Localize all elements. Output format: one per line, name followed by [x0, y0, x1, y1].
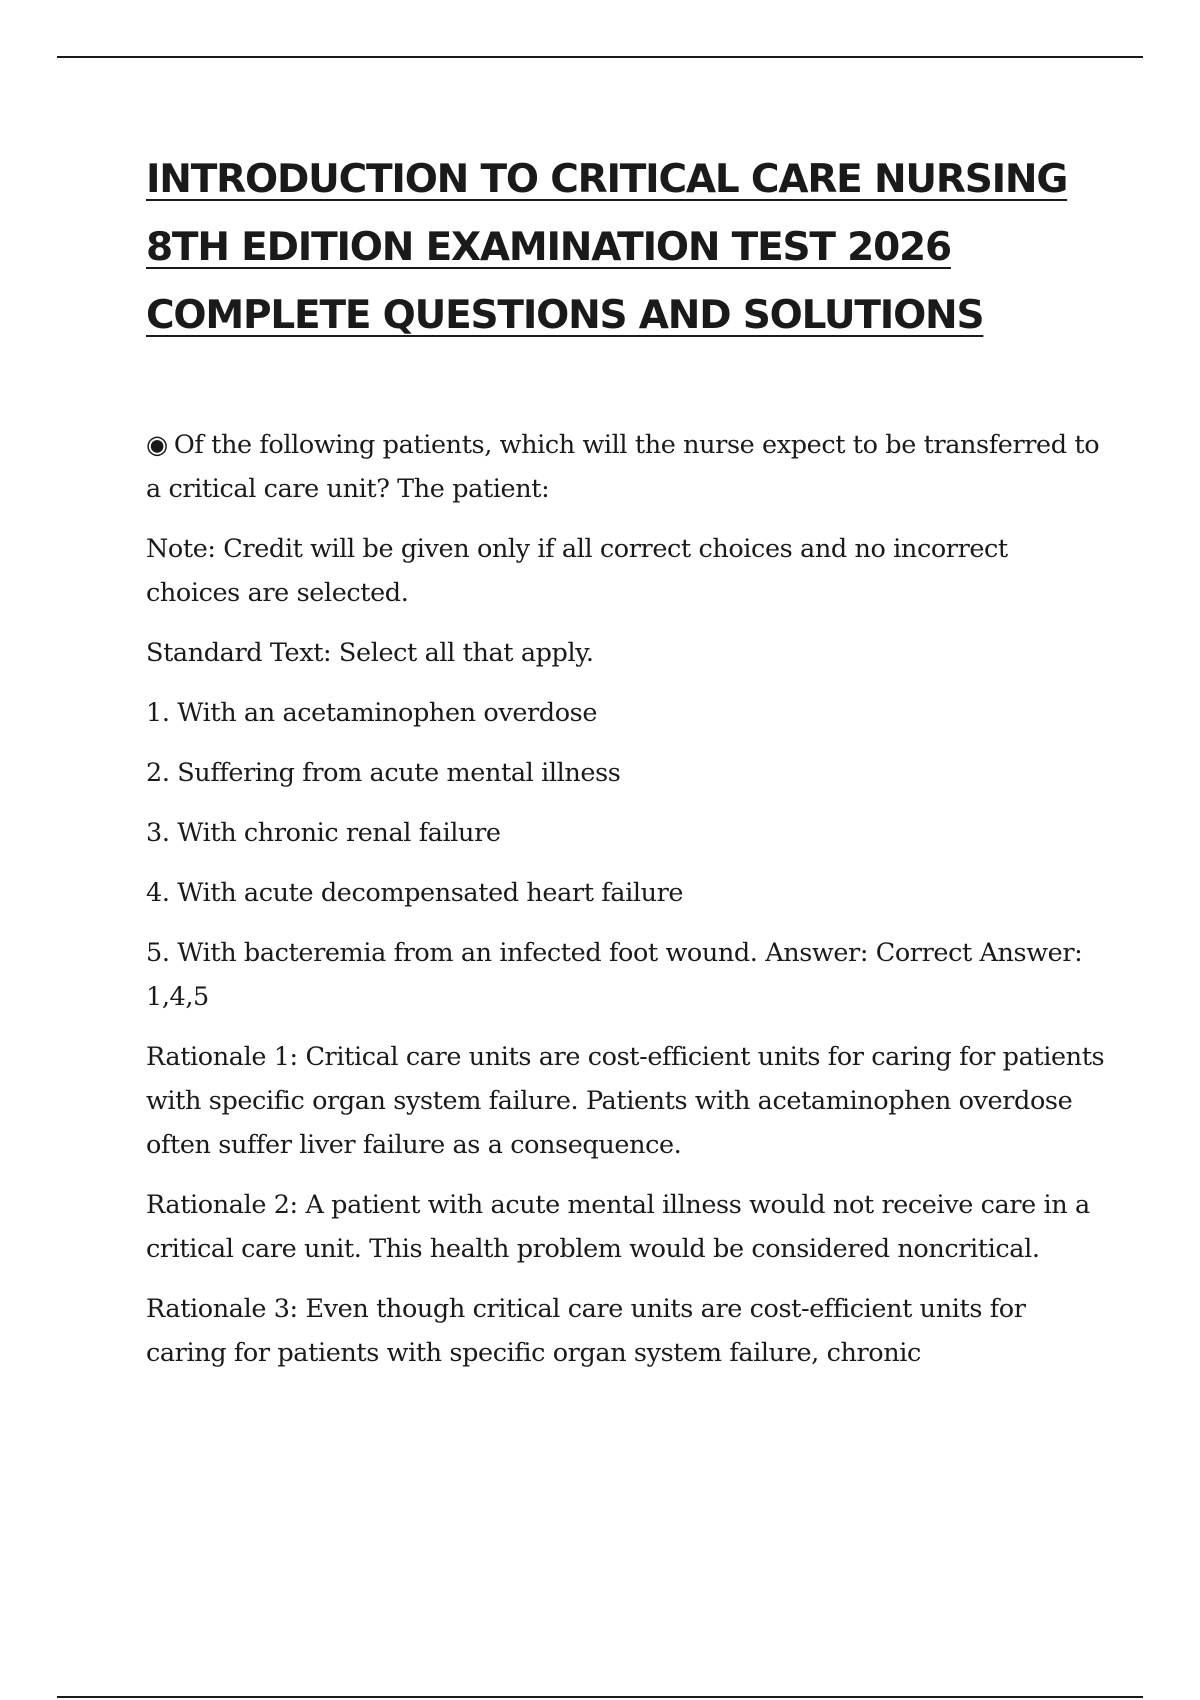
document-body [146, 423, 1106, 1391]
title-line-1: INTRODUCTION TO CRITICAL CARE NURSING [146, 157, 1068, 202]
standard-text: Standard Text: Select all that apply. [146, 638, 594, 668]
option-3: 3. With chronic renal failure [146, 818, 501, 848]
title-line-2: 8TH EDITION EXAMINATION TEST 2026 [146, 225, 951, 270]
document-title [146, 146, 1106, 350]
note-text: Note: Credit will be given only if all correct choices and no incorrect choices are selected. [146, 534, 1008, 608]
option-1: 1. With an acetaminophen overdose [146, 698, 598, 728]
rationale-3: Rationale 3: Even though critical care units are cost-efficient units for caring for patients with specific organ system failure, chronic [146, 1294, 1026, 1368]
option-2: 2. Suffering from acute mental illness [146, 758, 621, 788]
rationale-2: Rationale 2: A patient with acute mental illness would not receive care in a critical care unit. This health problem would be considered noncritical. [146, 1190, 1090, 1264]
question-text [146, 423, 1106, 511]
title-line-3: COMPLETE QUESTIONS AND SOLUTIONS [146, 293, 984, 338]
bottom-divider [57, 1696, 1143, 1698]
question-stem: Of the following patients, which will the nurse expect to be transferred to a critical care unit? The patient: [146, 430, 1100, 504]
option-4: 4. With acute decompensated heart failure [146, 878, 684, 908]
top-divider [57, 56, 1143, 58]
radio-bullet-icon: ◉ [146, 430, 168, 460]
rationale-1: Rationale 1: Critical care units are cost-efficient units for caring for patients with specific organ system failure. Patients with acetaminophen overdose often suffer liver failure as a consequence. [146, 1042, 1105, 1160]
option-5-with-answer: 5. With bacteremia from an infected foot wound. Answer: Correct Answer: 1,4,5 [146, 938, 1083, 1012]
